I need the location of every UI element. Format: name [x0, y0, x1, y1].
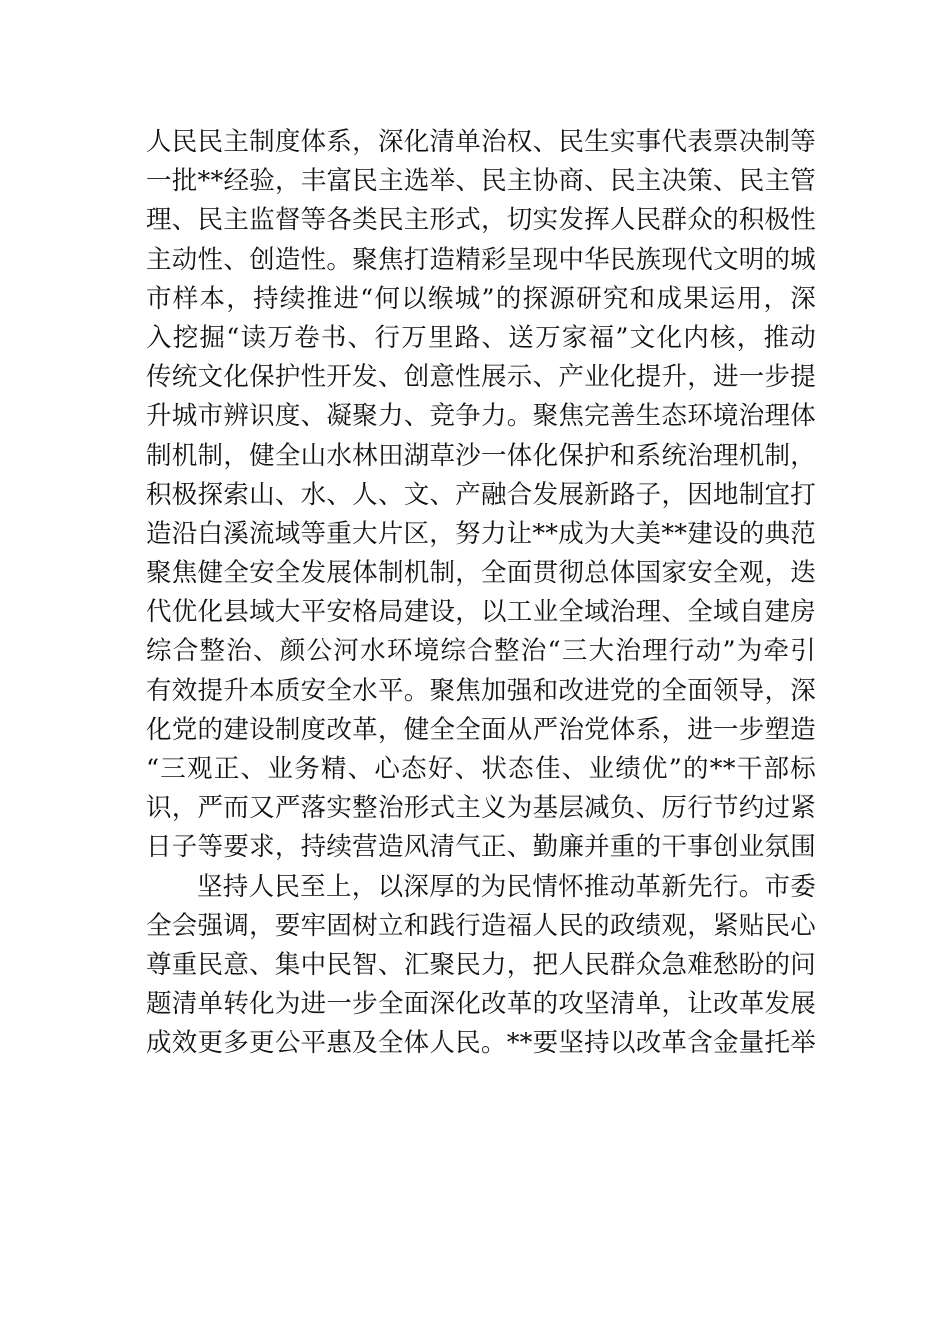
text-line: 理、民主监督等各类民主形式，切实发挥人民群众的积极性	[146, 205, 816, 236]
text-line: 入挖掘“读万卷书、行万里路、送万家福”文化内核，推动	[146, 322, 816, 353]
text-line: 尊重民意、集中民智、汇聚民力，把人民群众急难愁盼的问	[146, 949, 816, 980]
text-line: 日子等要求，持续营造风清气正、勤廉并重的干事创业氛围	[146, 832, 816, 863]
text-line: 积极探索山、水、人、文、产融合发展新路子，因地制宜打	[146, 479, 816, 510]
text-line: 聚焦健全安全发展体制机制，全面贯彻总体国家安全观，迭	[146, 558, 816, 589]
text-line: 综合整治、颜公河水环境综合整治“三大治理行动”为牵引	[146, 636, 816, 667]
text-line: “三观正、业务精、心态好、状态佳、业绩优”的**干部标	[146, 754, 816, 784]
text-line: 主动性、创造性。聚焦打造精彩呈现中华民族现代文明的城	[146, 244, 816, 275]
text-line: 有效提升本质安全水平。聚焦加强和改进党的全面领导，深	[146, 675, 816, 706]
body-text	[146, 123, 816, 1064]
text-line: 化党的建设制度改革，健全全面从严治党体系，进一步塑造	[146, 714, 816, 745]
text-line: 全会强调，要牢固树立和践行造福人民的政绩观，紧贴民心	[146, 910, 816, 941]
text-line: 传统文化保护性开发、创意性展示、产业化提升，进一步提	[146, 362, 816, 393]
text-line: 成效更多更公平惠及全体人民。**要坚持以改革含金量托举	[146, 1028, 816, 1059]
text-line: 一批**经验，丰富民主选举、民主协商、民主决策、民主管	[146, 166, 816, 197]
text-line: 识，严而又严落实整治形式主义为基层减负、厉行节约过紧	[146, 793, 816, 824]
text-line: 人民民主制度体系，深化清单治权、民生实事代表票决制等	[146, 127, 816, 157]
text-line: 造沿白溪流域等重大片区，努力让**成为大美**建设的典范	[146, 518, 816, 549]
text-line: 市样本，持续推进“何以缑城”的探源研究和成果运用，深	[146, 283, 816, 314]
text-line: 升城市辨识度、凝聚力、竞争力。聚焦完善生态环境治理体	[146, 401, 816, 432]
text-line: 题清单转化为进一步全面深化改革的攻坚清单，让改革发展	[146, 989, 816, 1020]
paragraph-start-line: 坚持人民至上，以深厚的为民情怀推动革新先行。市委	[197, 871, 816, 902]
text-line: 制机制，健全山水林田湖草沙一体化保护和系统治理机制，	[146, 440, 816, 471]
text-line: 代优化县域大平安格局建设，以工业全域治理、全域自建房	[146, 597, 816, 628]
